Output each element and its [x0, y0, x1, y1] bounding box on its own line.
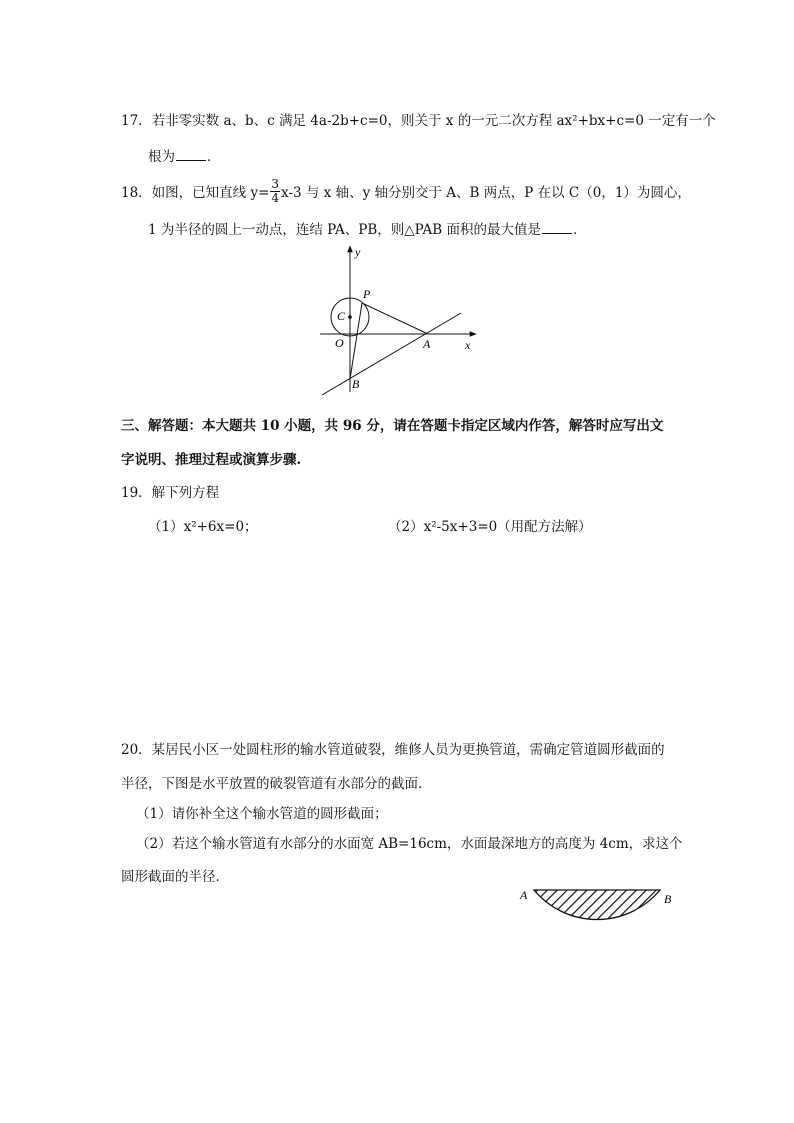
- label-c: C: [337, 309, 346, 323]
- q20-part2-cont: 圆形截面的半径．: [121, 869, 229, 885]
- q17-answer-prefix: 根为: [148, 149, 175, 165]
- section3-line1: 三、解答题：本大题共 10 小题，共 96 分，请在答题卡指定区域内作答，解答时应写出文: [121, 418, 664, 434]
- q18-frac-den: 4: [271, 191, 280, 205]
- label-y: y: [355, 245, 361, 259]
- section3-line2: 字说明、推理过程或演算步骤.: [121, 452, 302, 468]
- q18-line2-suffix: ．: [572, 222, 587, 238]
- q17-answer-blank: [176, 148, 206, 161]
- q18-fraction: [270, 178, 280, 205]
- q20-part1: （1）请你补全这个输水管道的圆形截面；: [136, 806, 388, 822]
- label-o: O: [335, 336, 344, 350]
- label-x: x: [465, 338, 471, 352]
- q18-line1: [121, 177, 691, 207]
- segment-pb: [350, 303, 362, 379]
- q20-line1: 20．某居民小区一处圆柱形的输水管道破裂，维修人员为更换管道，需确定管道圆形截面的: [121, 742, 665, 758]
- pipe-water-section: [534, 890, 660, 920]
- q20-part2: （2）若这个输水管道有水部分的水面宽 AB=16cm，水面最深地方的高度为 4cm，求这个: [136, 836, 683, 852]
- q17-number: 17．: [121, 113, 152, 129]
- q19-part2: （2）x²-5x+3=0（用配方法解）: [388, 519, 592, 535]
- q18-text-a: 如图，已知直线 y=: [151, 185, 270, 201]
- label-b-pipe: B: [664, 892, 672, 906]
- q17-answer-suffix: ．: [207, 149, 221, 165]
- q20-figure: [515, 882, 680, 952]
- q17-line2: [148, 145, 221, 165]
- line-ab: [322, 313, 461, 395]
- q18-figure: [310, 240, 490, 398]
- q18-text-b: x-3 与 x 轴、y 轴分别交于 A、B 两点，P 在以 C（0，1）为圆心，: [281, 185, 691, 201]
- q17-line1: [121, 109, 716, 129]
- q17-text: 若非零实数 a、b、c 满足 4a-2b+c=0，则关于 x 的一元二次方程 ax²+bx+c=0 一定有一个: [151, 113, 716, 129]
- label-a-pipe: A: [520, 888, 528, 902]
- q19-part1: （1）x²+6x=0；: [148, 519, 258, 535]
- center-c-dot: [348, 315, 352, 319]
- label-a: A: [423, 337, 431, 351]
- q20-line2: 半径，下图是水平放置的破裂管道有水部分的截面．: [121, 776, 432, 792]
- q19-title: 19．解下列方程: [121, 485, 220, 501]
- q18-line2: [148, 218, 586, 238]
- q18-number: 18．: [121, 185, 152, 201]
- label-p: P: [363, 287, 371, 301]
- segment-pa: [362, 303, 428, 334]
- q18-line2-text: 1 为半径的圆上一动点，连结 PA、PB，则△PAB 面积的最大值是: [148, 222, 541, 238]
- q18-answer-blank: [542, 221, 572, 234]
- q18-frac-num: 3: [271, 177, 280, 191]
- label-b: B: [352, 377, 360, 391]
